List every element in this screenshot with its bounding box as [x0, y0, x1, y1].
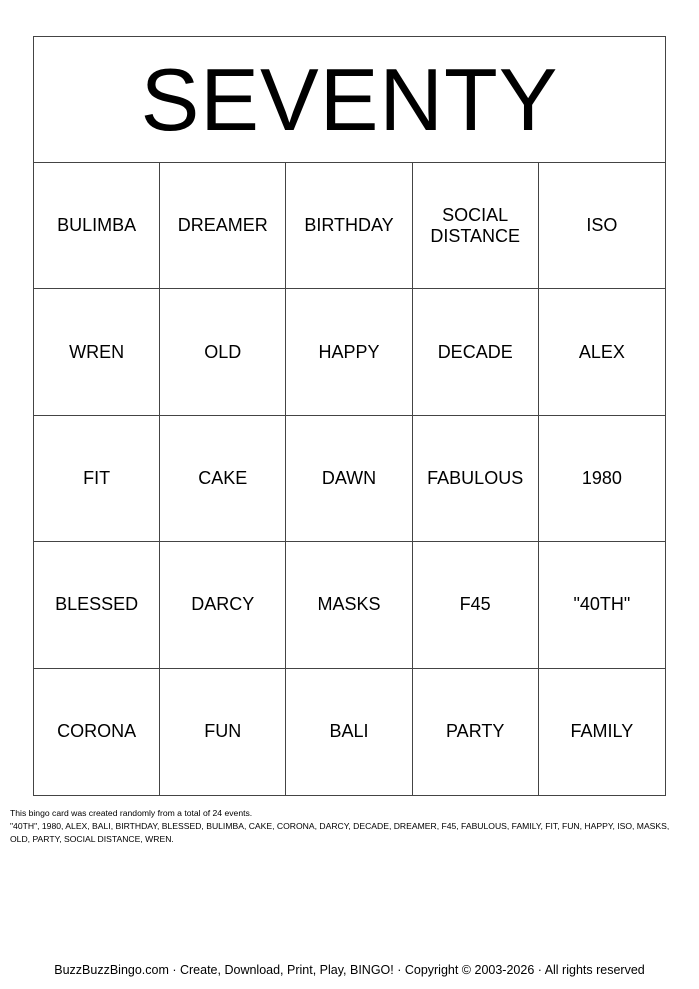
bingo-cell: BIRTHDAY — [286, 163, 412, 289]
bingo-card — [33, 36, 666, 796]
bingo-cell: OLD — [160, 289, 286, 415]
bingo-cell: CORONA — [34, 669, 160, 795]
card-info — [10, 807, 690, 846]
bingo-cell: DREAMER — [160, 163, 286, 289]
bingo-cell: BALI — [286, 669, 412, 795]
info-word-list: "40TH", 1980, ALEX, BALI, BIRTHDAY, BLESSED, BULIMBA, CAKE, CORONA, DARCY, DECADE, DREAMER, F45, FABULOUS, FAMILY, FIT, FUN, HAPPY, ISO, MASKS, OLD, PARTY, SOCIAL DISTANCE, WREN. — [10, 821, 670, 844]
bingo-cell: WREN — [34, 289, 160, 415]
bingo-cell: FUN — [160, 669, 286, 795]
bingo-cell: HAPPY — [286, 289, 412, 415]
bingo-cell: F45 — [413, 542, 539, 668]
bingo-cell: PARTY — [413, 669, 539, 795]
bingo-grid — [34, 163, 665, 795]
bingo-cell: FIT — [34, 416, 160, 542]
bingo-cell: ISO — [539, 163, 665, 289]
bingo-cell: DECADE — [413, 289, 539, 415]
bingo-cell: CAKE — [160, 416, 286, 542]
site-footer: BuzzBuzzBingo.com · Create, Download, Print, Play, BINGO! · Copyright © 2003-2026 · All rights reserved — [54, 963, 645, 977]
bingo-cell: FAMILY — [570, 721, 634, 742]
card-title: SEVENTY — [34, 37, 665, 163]
bingo-cell: BLESSED — [34, 542, 160, 668]
bingo-cell: MASKS — [286, 542, 412, 668]
bingo-cell: FABULOUS — [413, 416, 539, 542]
bingo-cell: DARCY — [160, 542, 286, 668]
bingo-cell: SOCIAL DISTANCE — [413, 163, 539, 289]
bingo-cell: 1980 — [539, 416, 665, 542]
bingo-cell: BULIMBA — [34, 163, 160, 289]
bingo-cell: DAWN — [286, 416, 412, 542]
info-summary: This bingo card was created randomly from a total of 24 events. — [10, 808, 253, 818]
bingo-cell: "40TH" — [539, 542, 665, 668]
bingo-cell: ALEX — [539, 289, 665, 415]
